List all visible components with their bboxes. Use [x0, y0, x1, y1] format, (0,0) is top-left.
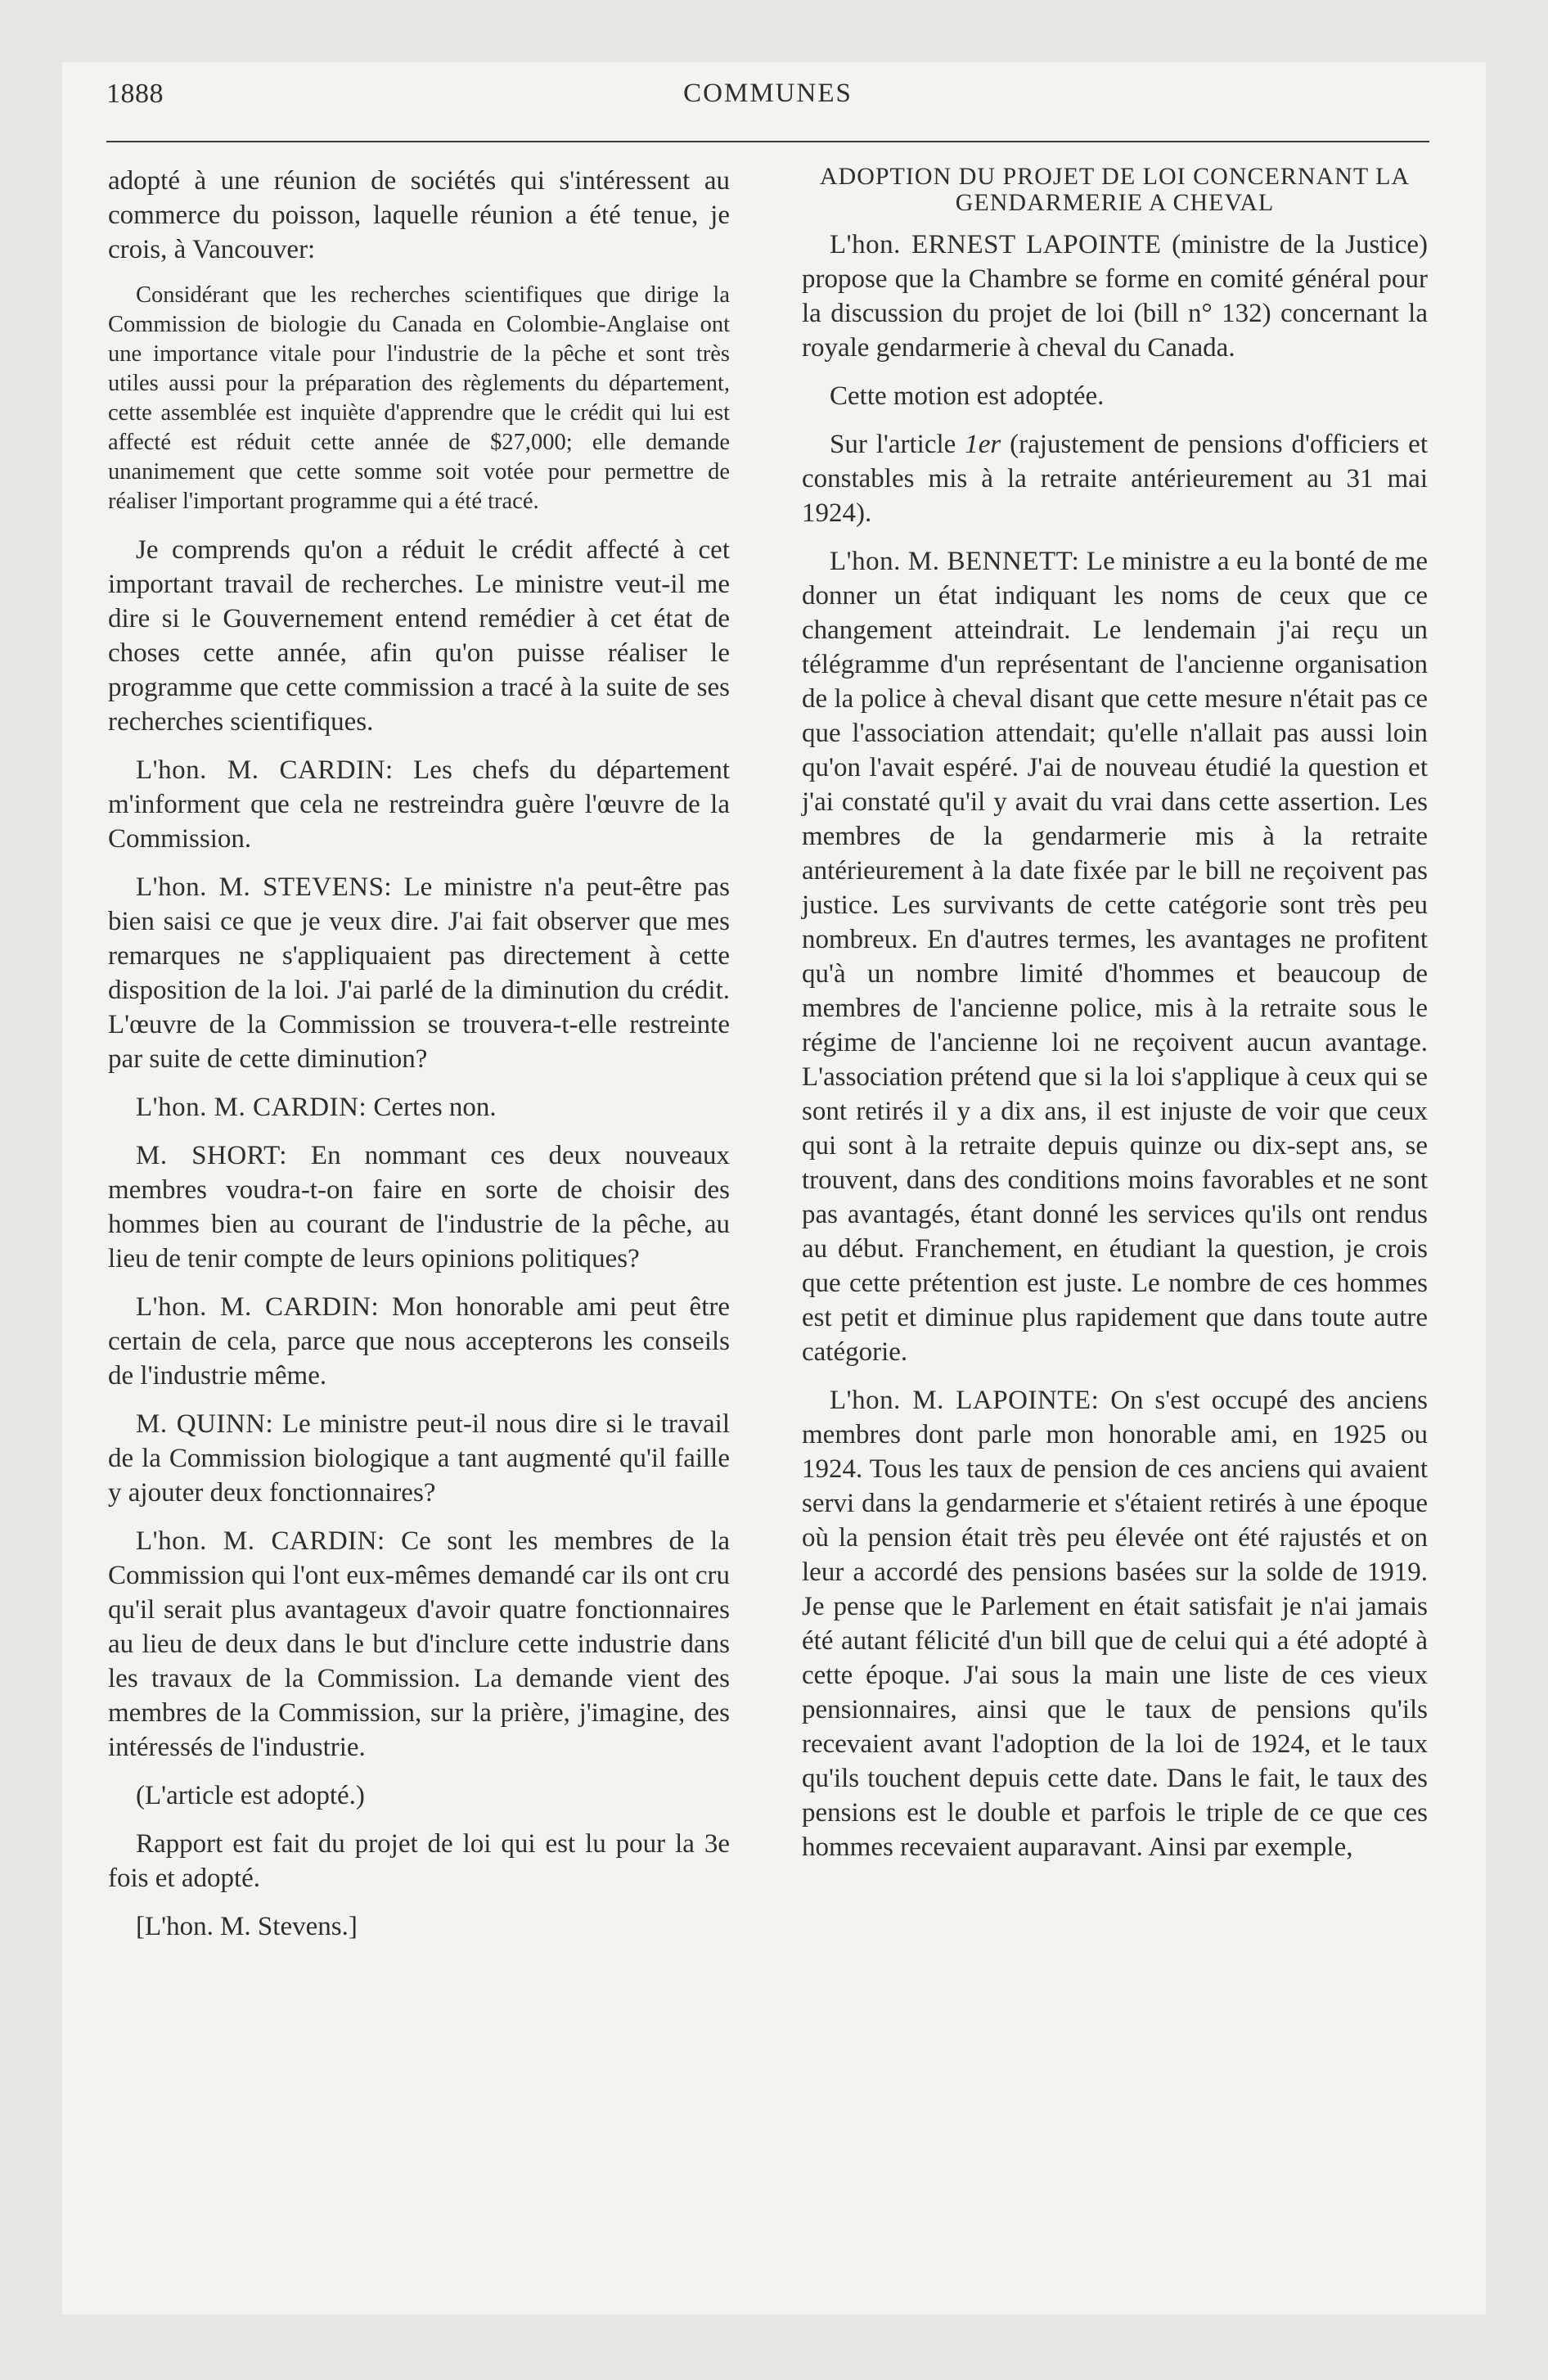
speech: [108, 870, 730, 1076]
speaker-name: L'hon. M. LAPOINTE:: [830, 1386, 1100, 1415]
speaker-name: M. QUINN:: [136, 1409, 274, 1439]
speech: [802, 1383, 1428, 1864]
speaker-name: L'hon. M. CARDIN:: [136, 1526, 385, 1556]
speech-text: Le ministre n'a peut-être pas bien saisi ce que je veux dire. J'ai fait observer que mes remarques ne s'appliquaient pas directement à cette disposition de la loi. J'ai parlé de la diminution du crédit. L'œuvre de la Commission se trouvera-t-elle restreinte par suite de cette diminution?: [108, 872, 731, 1074]
speech-text: Le ministre a eu la bonté de me donner un état indiquant les noms de ceux que ce changement atteindrait. Le lendemain j'ai reçu un télégramme d'un représentant de l'ancienne organisation de la police à cheval disant que cette mesure n'était pas ce que l'association attendait; qu'elle n'allait pas aussi loin qu'on l'avait espéré. J'ai de nouveau étudié la question et j'ai constaté qu'il y avait du vrai dans cette assertion. Les membres de la gendarmerie mis à la retraite antérieurement à la date fixée par le bill ne reçoivent pas justice. Les survivants de cette catégorie sont très peu nombreux. En d'autres termes, les avantages ne profitent qu'à un nombre limité d'hommes et beaucoup de membres de l'ancienne police, mis à la retraite sous le régime de l'ancienne loi ne reçoivent aucun avantage. L'association prétend que si la loi s'applique à ceux qui se sont retirés il y a dix ans, il est injuste de voir que ceux qui sont à la retraite depuis quinze ou dix-sept ans, se trouvent, dans des conditions moins favorables et ne sont pas avantagés, étant donné les services qu'ils ont rendus au début. Franchement, en étudiant la question, je crois que cette prétention est juste. Le nombre de ces hommes est petit et diminue plus rapidement que dans toute autre catégorie.: [802, 547, 1429, 1367]
speaker-name: L'hon. M. CARDIN:: [136, 755, 394, 785]
speech: [108, 1138, 730, 1276]
speech: [108, 1524, 730, 1765]
speech: [108, 1290, 730, 1393]
paragraph: adopté à une réunion de sociétés qui s'intéressent au commerce du poisson, laquelle réunion a été tenue, je crois, à Vancouver:: [108, 166, 730, 264]
speech: [802, 228, 1428, 365]
speech-text: En nommant ces deux nouveaux membres voudra-t-on faire en sorte de choisir des hommes bien au courant de l'industrie de la pêche, au lieu de tenir compte de leurs opinions politiques?: [108, 1141, 730, 1273]
article-note: [802, 427, 1428, 530]
speaker-name: L'hon. M. CARDIN:: [136, 1093, 367, 1122]
speech-text: Ce sont les membres de la Commission qui l'ont eux-mêmes demandé car ils ont cru qu'il serait plus avantageux d'avoir quatre fonctionnaires au lieu de deux dans le but d'inclure cette industrie dans les travaux de la Commission. La demande vient des membres de la Commission, sur la prière, j'imagine, des intéressés de l'industrie.: [108, 1526, 730, 1762]
speech-text: (ministre de la Justice) propose que la Chambre se forme en comité général pour la discussion du projet de loi (bill n° 132) concernant la royale gendarmerie à cheval du Canada.: [802, 230, 1428, 363]
speech-text: Mon honorable ami peut être certain de cela, parce que nous accepterons les conseils de l'industrie même.: [108, 1292, 731, 1391]
adopted-note: (L'article est adopté.): [136, 1781, 365, 1810]
speech-text: On s'est occupé des anciens membres dont parle mon honorable ami, en 1925 ou 1924. Tous les taux de pension de ces anciens qui avaient servi dans la gendarmerie et s'étaient retirés à une époque où la pension était très peu élevée ont été rajustés et on leur a accordé des pensions basées sur la solde de 1919. Je pense que le Parlement en était satisfait je n'ai jamais été autant félicité d'un bill que de celui qui a été adopté à cette époque. J'ai sous la main une liste de ces vieux pensionnaires, ainsi que le taux de pensions qu'ils recevaient avant l'adoption de la loi de 1924, et le taux qu'ils touchent depuis cette date. Dans le fait, le taux des pensions est le double et parfois le triple de ce que ces hommes recevaient auparavant. Ainsi par exemple,: [802, 1386, 1428, 1862]
article-text: (rajustement de pensions d'officiers et constables mis à la retraite antérieurement au 31 mai 1924).: [802, 430, 1428, 528]
article-prefix: Sur l'article: [830, 430, 956, 459]
left-column: [108, 164, 730, 1958]
running-title: COMMUNES: [683, 79, 853, 108]
motion-adopted: Cette motion est adoptée.: [830, 381, 1105, 411]
report-note: Rapport est fait du projet de loi qui est lu pour la 3e fois et adopté.: [108, 1829, 730, 1893]
speaker-name: M. SHORT:: [136, 1141, 287, 1170]
speech-text: Les chefs du département m'informent que cela ne restreindra guère l'œuvre de la Commission.: [108, 755, 731, 854]
page-number: 1888: [106, 79, 164, 109]
speaker-name: L'hon. M. BENNETT:: [830, 547, 1080, 576]
article-number: 1er: [965, 430, 1001, 459]
section-heading: ADOPTION DU PROJET DE LOI CONCERNANT LA GENDARMERIE A CHEVAL: [819, 163, 1411, 216]
speech-text: Le ministre peut-il nous dire si le travail de la Commission biologique a tant augmenté qu'il faille y ajouter deux fonctionnaires?: [108, 1409, 731, 1508]
speech: [108, 753, 730, 856]
speech: [108, 1090, 730, 1125]
speech: [108, 1407, 730, 1510]
right-column: [802, 164, 1428, 1878]
paragraph: Je comprends qu'on a réduit le crédit affecté à cet important travail de recherches. Le ministre veut-il me dire si le Gouvernement entend remédier à cet état de choses cette année, afin qu'on puisse réaliser le programme que cette commission a tracé à la suite de ses recherches scientifiques.: [108, 535, 730, 737]
speech-text: Certes non.: [373, 1093, 497, 1122]
header-rule: [106, 141, 1429, 142]
page-header: [106, 79, 1429, 128]
quoted-resolution: Considérant que les recherches scientifiques que dirige la Commission de biologie du Canada en Colombie-Anglaise ont une importance vitale pour l'industrie de la pêche et sont très utiles aussi pour la préparation des règlements du département, cette assemblée est inquiète d'apprendre que le crédit qui lui est affecté est réduit cette année de $27,000; elle demande unanimement que cette somme soit votée pour permettre de réaliser l'important programme qui a été tracé.: [108, 282, 730, 514]
footer-speaker: [L'hon. M. Stevens.]: [136, 1912, 358, 1941]
speaker-name: L'hon. M. STEVENS:: [136, 872, 393, 902]
speaker-name: L'hon. ERNEST LAPOINTE: [830, 230, 1162, 259]
speaker-name: L'hon. M. CARDIN:: [136, 1292, 380, 1322]
speech: [802, 544, 1428, 1369]
